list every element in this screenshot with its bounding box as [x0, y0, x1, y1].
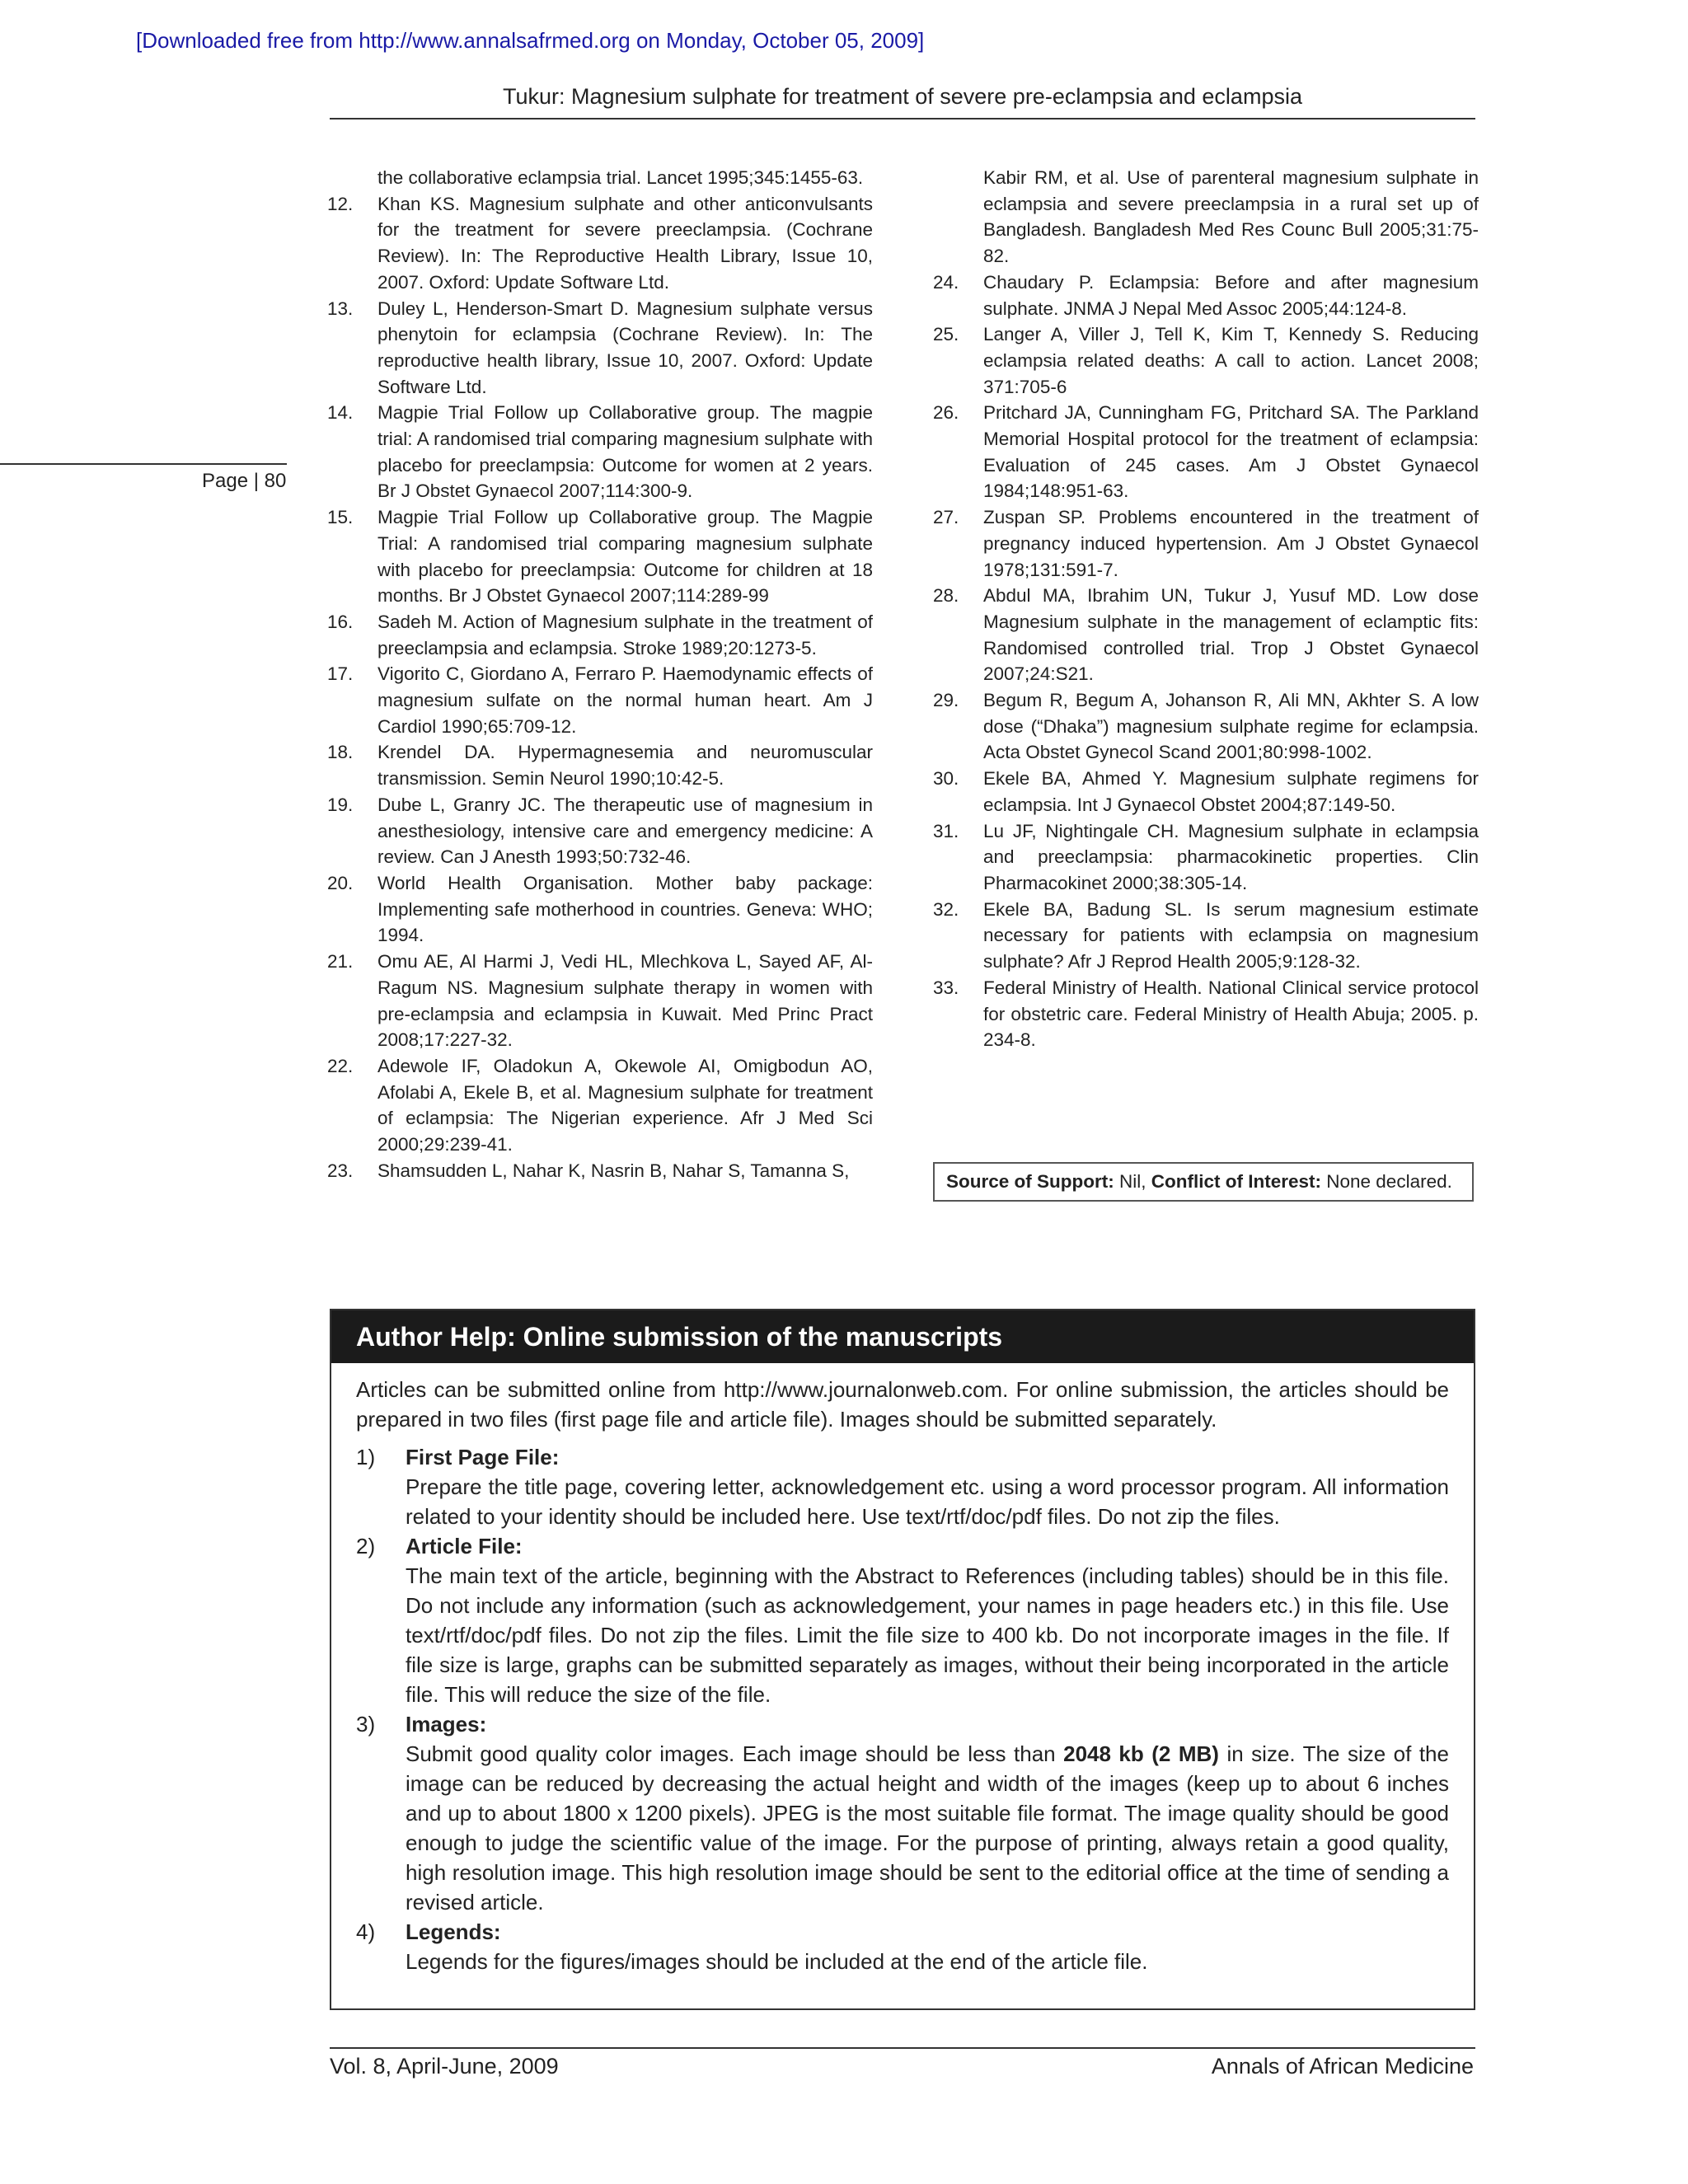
references-left-column [327, 165, 873, 1183]
page-number: Page | 80 [202, 470, 287, 492]
page-number-rule [0, 463, 287, 465]
reference-item: the collaborative eclampsia trial. Lancet 1995;345:1455-63. [377, 167, 864, 188]
reference-item: 22. Adewole IF, Oladokun A, Okewole AI, Omigbodun AO, Afolabi A, Ekele B, et al. Magnesium sulphate for treatment of eclampsia: The Nigerian experience. Afr J Med Sci 2000;29:239-41. [327, 1055, 873, 1155]
author-help-list [356, 1442, 1449, 1976]
reference-item: 32. Ekele BA, Badung SL. Is serum magnesium estimate necessary for patients with eclampsia on magnesium sulphate? Afr J Reprod Health 2005;9:128-32. [933, 898, 1479, 972]
reference-item: 23. Shamsudden L, Nahar K, Nasrin B, Nahar S, Tamanna S, [327, 1160, 850, 1181]
reference-item: 30. Ekele BA, Ahmed Y. Magnesium sulphate regimens for eclampsia. Int J Gynaecol Obstet 2004;87:149-50. [933, 768, 1479, 815]
author-help-intro: Articles can be submitted online from http://www.journalonweb.com. For online submission, the articles should be prepared in two files (first page file and article file). Images should be submitted separately. [356, 1377, 1449, 1432]
reference-item: 15. Magpie Trial Follow up Collaborative group. The Magpie Trial: A randomised trial comparing magnesium sulphate with placebo for preeclampsia: Outcome for children at 18 months. Br J Obstet Gynaecol 2007;114:289-99 [327, 507, 873, 607]
reference-item: 12. Khan KS. Magnesium sulphate and other anticonvulsants for the treatment for severe preeclampsia. (Cochrane Review). In: The Reproductive Health Library, Issue 10, 2007. Oxford: Update Software Ltd. [327, 193, 873, 293]
author-help-item: 2) Article File: The main text of the article, beginning with the Abstract to References (including tables) should be in this file. Do not include any information (such as acknowledgement, your names in page headers etc.) in this file. Use text/rtf/doc/pdf files. Do not zip the files. Limit the file size to 400 kb. Do not incorporate images in the file. If file size is large, graphs can be submitted separately as images, without their being incorporated in the article file. This will reduce the size of the file. [356, 1534, 1449, 1707]
reference-item: 28. Abdul MA, Ibrahim UN, Tukur J, Yusuf MD. Low dose Magnesium sulphate in the management of eclamptic fits: Randomised controlled trial. Trop J Obstet Gynaecol 2007;24:S21. [933, 585, 1479, 685]
author-help-title: Author Help: Online submission of the manuscripts [331, 1310, 1474, 1363]
reference-item: 14. Magpie Trial Follow up Collaborative group. The magpie trial: A randomised trial comparing magnesium sulphate with placebo for preeclampsia: Outcome for women at 2 years. Br J Obstet Gynaecol 2007;114:300-9. [327, 402, 873, 502]
author-help-item: 1) First Page File: Prepare the title page, covering letter, acknowledgement etc. using a word processor program. All information related to your identity should be included here. Use text/rtf/doc/pdf files. Do not zip the files. [356, 1445, 1449, 1529]
running-head: Tukur: Magnesium sulphate for treatment of severe pre-eclampsia and eclampsia [503, 84, 1302, 109]
header-rule [330, 118, 1475, 120]
reference-item: Kabir RM, et al. Use of parenteral magnesium sulphate in eclampsia and severe preeclampsia in a rural set up of Bangladesh. Bangladesh Med Res Counc Bull 2005;31:75-82. [983, 167, 1479, 267]
reference-item: 27. Zuspan SP. Problems encountered in the treatment of pregnancy induced hypertension. Am J Obstet Gynaecol 1978;131:591-7. [933, 507, 1479, 580]
reference-item: 21. Omu AE, Al Harmi J, Vedi HL, Mlechkova L, Sayed AF, Al-Ragum NS. Magnesium sulphate therapy in women with pre-eclampsia and eclampsia in Kuwait. Med Princ Pract 2008;17:227-32. [327, 951, 873, 1051]
author-help-box [330, 1309, 1475, 2010]
reference-item: 29. Begum R, Begum A, Johanson R, Ali MN, Akhter S. A low dose (“Dhaka”) magnesium sulphate regime for eclampsia. Acta Obstet Gynecol Scand 2001;80:998-1002. [933, 690, 1479, 763]
author-help-body [331, 1363, 1474, 1976]
reference-item: 25. Langer A, Viller J, Tell K, Kim T, Kennedy S. Reducing eclampsia related deaths: A call to action. Lancet 2008; 371:705-6 [933, 324, 1479, 397]
reference-item: 31. Lu JF, Nightingale CH. Magnesium sulphate in eclampsia and preeclampsia: pharmacokinetic properties. Clin Pharmacokinet 2000;38:305-14. [933, 820, 1479, 893]
reference-item: 16. Sadeh M. Action of Magnesium sulphate in the treatment of preeclampsia and eclampsia. Stroke 1989;20:1273-5. [327, 611, 873, 658]
reference-item: 19. Dube L, Granry JC. The therapeutic use of magnesium in anesthesiology, intensive care and emergency medicine: A review. Can J Anesth 1993;50:732-46. [327, 794, 873, 868]
reference-item: 20. World Health Organisation. Mother baby package: Implementing safe motherhood in countries. Geneva: WHO; 1994. [327, 872, 873, 946]
footer-volume: Vol. 8, April-June, 2009 [330, 2054, 559, 2079]
reference-item: 24. Chaudary P. Eclampsia: Before and after magnesium sulphate. JNMA J Nepal Med Assoc 2005;44:124-8. [933, 271, 1479, 319]
download-banner: [Downloaded free from http://www.annalsafrmed.org on Monday, October 05, 2009] [136, 28, 925, 53]
references-right-column [933, 165, 1479, 1053]
author-help-item: 3) Images: Submit good quality color images. Each image should be less than 2048 kb (2 MB) in size. The size of the image can be reduced by decreasing the actual height and width of the images (keep up to about 6 inches and up to about 1800 x 1200 pixels). JPEG is the most suitable file format. The image quality should be good enough to judge the scientific value of the image. For the purpose of printing, always retain a good quality, high resolution image. This high resolution image should be sent to the editorial office at the time of sending a revised article. [356, 1712, 1449, 1915]
footer-journal: Annals of African Medicine [1211, 2054, 1474, 2079]
author-help-item: 4) Legends: Legends for the figures/images should be included at the end of the article file. [356, 1919, 1148, 1974]
reference-item: 18. Krendel DA. Hypermagnesemia and neuromuscular transmission. Semin Neurol 1990;10:42-5. [327, 742, 873, 790]
reference-item: 17. Vigorito C, Giordano A, Ferraro P. Haemodynamic effects of magnesium sulfate on the normal human heart. Am J Cardiol 1990;65:709-12. [327, 663, 873, 737]
reference-item: 13. Duley L, Henderson-Smart D. Magnesium sulphate versus phenytoin for eclampsia (Cochrane Review). In: The reproductive health library, Issue 10, 2007. Oxford: Update Software Ltd. [327, 298, 873, 397]
reference-item: 33. Federal Ministry of Health. National Clinical service protocol for obstetric care. Federal Ministry of Health Abuja; 2005. p. 234-8. [933, 977, 1479, 1051]
source-of-support-box: Source of Support: Nil, Conflict of Interest: None declared. [933, 1162, 1474, 1202]
reference-item: 26. Pritchard JA, Cunningham FG, Pritchard SA. The Parkland Memorial Hospital protocol for the treatment of eclampsia: Evaluation of 245 cases. Am J Obstet Gynaecol 1984;148:951-63. [933, 402, 1479, 502]
footer-rule [330, 2047, 1475, 2049]
